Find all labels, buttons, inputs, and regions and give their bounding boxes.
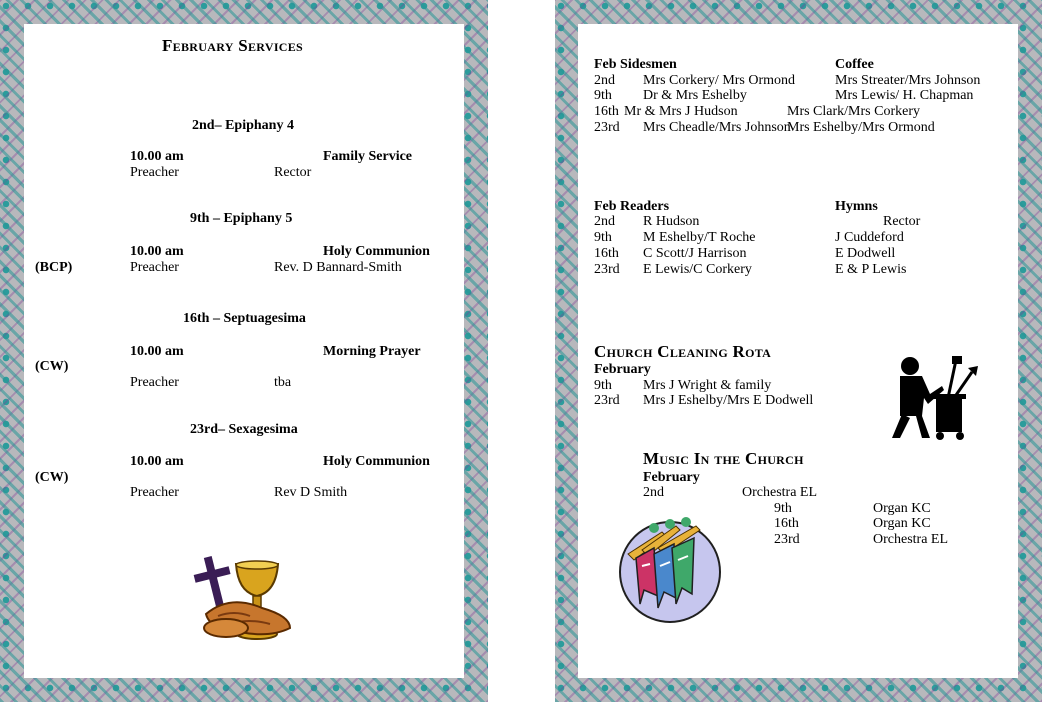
cleaning-date: 23rd — [594, 393, 620, 408]
cross-chalice-bread-icon — [190, 552, 300, 646]
preacher-label: Preacher — [130, 260, 179, 275]
preacher-label: Preacher — [130, 485, 179, 500]
cleaning-month: February — [594, 362, 651, 377]
sidesmen-name: Mrs Corkery/ Mrs Ormond — [643, 73, 796, 88]
music-date: 16th — [774, 516, 799, 531]
preacher-name: Rev. D Bannard-Smith — [274, 260, 402, 275]
service-heading: 9th – Epiphany 5 — [190, 211, 293, 226]
coffee-name: Mrs Streater/Mrs Johnson — [835, 73, 981, 88]
preacher-name: tba — [274, 375, 292, 390]
readers-date: 23rd — [594, 262, 620, 277]
preacher-name: Rev D Smith — [274, 485, 348, 500]
service-time: 10.00 am — [130, 454, 184, 469]
music-value: Orchestra EL — [742, 485, 818, 500]
readers-header: Feb Readers — [594, 199, 670, 214]
service-name: Holy Communion — [323, 454, 430, 469]
cleaning-name: Mrs J Eshelby/Mrs E Dodwell — [643, 393, 814, 408]
coffee-header: Coffee — [835, 57, 874, 72]
preacher-name: Rector — [274, 165, 312, 180]
readers-name: M Eshelby/T Roche — [643, 230, 756, 245]
hymns-name: Rector — [883, 214, 921, 229]
service-name: Family Service — [323, 149, 413, 164]
readers-date: 16th — [594, 246, 619, 261]
music-value: Organ KC — [873, 516, 931, 531]
service-time: 10.00 am — [130, 149, 184, 164]
readers-date: 2nd — [594, 214, 615, 229]
coffee-name: Mrs Clark/Mrs Corkery — [787, 104, 920, 119]
sidesmen-header: Feb Sidesmen — [594, 57, 677, 72]
hymns-name: E Dodwell — [835, 246, 896, 261]
readers-name: R Hudson — [643, 214, 700, 229]
service-heading: 2nd– Epiphany 4 — [192, 118, 294, 133]
preacher-label: Preacher — [130, 375, 179, 390]
music-date: 23rd — [774, 532, 800, 547]
music-date: 9th — [774, 501, 792, 516]
service-note: (CW) — [35, 359, 69, 374]
service-time: 10.00 am — [130, 244, 184, 259]
preacher-label: Preacher — [130, 165, 179, 180]
service-heading: 16th – Septuagesima — [183, 311, 306, 326]
hymns-header: Hymns — [835, 199, 878, 214]
music-month: February — [643, 470, 700, 485]
sidesmen-date: 9th — [594, 88, 612, 103]
readers-date: 9th — [594, 230, 612, 245]
cleaning-title: Church Cleaning Rota — [594, 342, 772, 361]
sidesmen-date: 2nd — [594, 73, 615, 88]
service-time: 10.00 am — [130, 344, 184, 359]
coffee-name: Mrs Lewis/ H. Chapman — [835, 88, 974, 103]
hymns-name: J Cuddeford — [835, 230, 904, 245]
service-name: Morning Prayer — [323, 344, 421, 359]
cleaning-name: Mrs J Wright & family — [643, 378, 772, 393]
music-date: 2nd — [643, 485, 664, 500]
service-note: (CW) — [35, 470, 69, 485]
coffee-name: Mrs Eshelby/Mrs Ormond — [787, 120, 935, 135]
music-title: Music In the Church — [643, 449, 804, 468]
hymns-name: E & P Lewis — [835, 262, 907, 277]
page-title: February Services — [162, 36, 304, 55]
sidesmen-name: Mrs Cheadle/Mrs Johnson — [643, 120, 791, 135]
sidesmen-date: 23rd — [594, 120, 620, 135]
music-value: Organ KC — [873, 501, 931, 516]
sidesmen-date: 16th — [594, 104, 619, 119]
service-note: (BCP) — [35, 260, 73, 275]
service-name: Holy Communion — [323, 244, 430, 259]
cleaner-with-cart-icon — [882, 354, 982, 442]
music-value: Orchestra EL — [873, 532, 949, 547]
readers-name: E Lewis/C Corkery — [643, 262, 752, 277]
sidesmen-name: Mr & Mrs J Hudson — [624, 104, 738, 119]
cleaning-date: 9th — [594, 378, 612, 393]
readers-name: C Scott/J Harrison — [643, 246, 747, 261]
trumpets-banners-icon — [614, 514, 726, 626]
sidesmen-name: Dr & Mrs Eshelby — [643, 88, 747, 103]
service-heading: 23rd– Sexagesima — [190, 422, 298, 437]
